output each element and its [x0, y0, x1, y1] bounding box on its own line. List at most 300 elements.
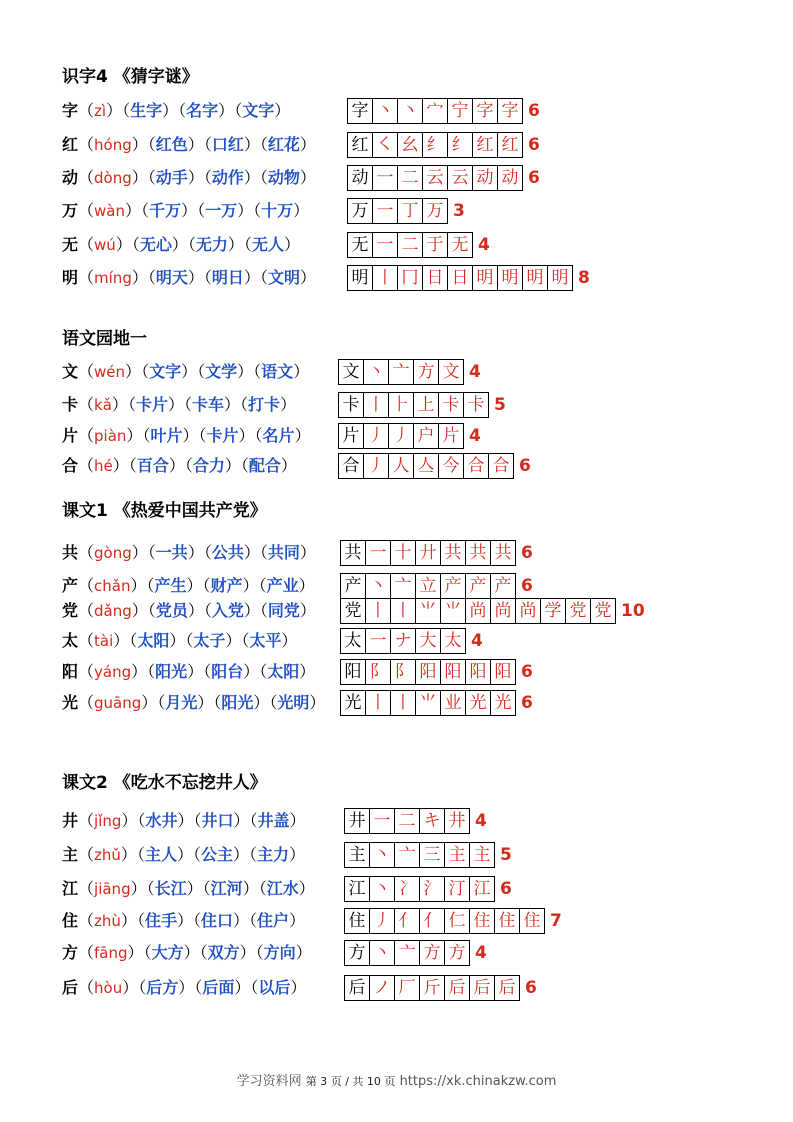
paren-close: ） [162, 101, 179, 120]
paren-close: ） [237, 362, 254, 381]
target-character: 阳 [62, 662, 79, 681]
word-example: 无心 [139, 235, 172, 254]
stroke-cell-step [465, 573, 491, 599]
paren-open: （ [184, 456, 193, 475]
pinyin: míng [94, 269, 132, 287]
target-character: 字 [62, 101, 79, 120]
stroke-glyph: 产 [344, 576, 362, 596]
word-example: 千万 [149, 201, 182, 220]
paren-close: ） [113, 631, 130, 650]
target-character: 产 [62, 576, 79, 595]
stroke-glyph: 住 [498, 911, 516, 931]
character-label [62, 232, 300, 258]
paren-open: （ [78, 662, 95, 681]
word-example: 阳台 [211, 662, 244, 681]
stroke-cell-step [390, 628, 416, 654]
character-row [0, 265, 793, 291]
paren-close: ） [181, 362, 198, 381]
stroke-cell-step [522, 265, 548, 291]
word-example: 卡车 [192, 395, 225, 414]
word-example: 明天 [155, 268, 188, 287]
stroke-count: 7 [550, 911, 562, 931]
word-example: 井口 [201, 811, 234, 830]
character-label [62, 423, 311, 449]
stroke-glyph: 于 [426, 235, 444, 255]
paren-close: ） [224, 395, 241, 414]
paren-open: （ [78, 576, 95, 595]
stroke-order-strip [338, 453, 531, 479]
word-example: 后面 [202, 978, 235, 997]
stroke-cell-step [369, 842, 395, 868]
stroke-cell-step [469, 876, 495, 902]
stroke-glyph: 上 [417, 395, 435, 415]
stroke-cell-step [438, 423, 464, 449]
paren-open: （ [249, 811, 258, 830]
paren-open: （ [128, 456, 137, 475]
stroke-cell-step [440, 628, 466, 654]
stroke-cell-step [372, 265, 398, 291]
stroke-glyph: 云 [426, 168, 444, 188]
stroke-cell-step [363, 453, 389, 479]
stroke-cell-step [465, 540, 491, 566]
target-character: 党 [62, 601, 79, 620]
stroke-cell-step [369, 808, 395, 834]
stroke-cell-step [444, 842, 470, 868]
word-example: 产生 [154, 576, 187, 595]
paren-open: （ [203, 543, 212, 562]
pinyin: jǐng [94, 812, 122, 830]
stroke-order-strip [347, 165, 540, 191]
stroke-cell-step [363, 359, 389, 385]
paren-open: （ [259, 268, 268, 287]
paren-close: ） [186, 576, 203, 595]
paren-open: （ [203, 135, 212, 154]
stroke-glyph: 二 [401, 235, 419, 255]
word-example: 太阳 [267, 662, 300, 681]
target-character: 江 [62, 879, 79, 898]
pinyin: fāng [94, 944, 128, 962]
target-character: 方 [62, 943, 79, 962]
stroke-order-strip [338, 359, 481, 385]
stroke-cell-step [497, 265, 523, 291]
stroke-cell-step [497, 165, 523, 191]
paren-open: （ [131, 235, 140, 254]
stroke-glyph: 丨 [369, 693, 387, 713]
stroke-cell-full [338, 453, 364, 479]
stroke-cell-step [419, 975, 445, 1001]
stroke-cell-full [347, 98, 373, 124]
paren-close: ） [167, 395, 184, 414]
target-character: 光 [62, 693, 79, 712]
stroke-glyph: 产 [469, 576, 487, 596]
stroke-cell-full [344, 908, 370, 934]
stroke-glyph: 阝 [394, 662, 412, 682]
target-character: 主 [62, 845, 79, 864]
stroke-glyph: 尚 [469, 601, 487, 621]
stroke-cell-step [397, 198, 423, 224]
stroke-count: 6 [519, 456, 531, 476]
stroke-cell-step [447, 265, 473, 291]
stroke-glyph: 卡 [467, 395, 485, 415]
stroke-cell-step [372, 232, 398, 258]
stroke-glyph: 光 [494, 693, 512, 713]
stroke-glyph: 亻 [423, 911, 441, 931]
paren-close: ） [225, 631, 242, 650]
paren-close: ） [187, 662, 204, 681]
stroke-cell-step [388, 359, 414, 385]
paren-open: （ [249, 911, 258, 930]
stroke-cell-step [372, 132, 398, 158]
stroke-count: 8 [578, 268, 590, 288]
word-example: 住户 [257, 911, 290, 930]
stroke-glyph: 后 [498, 978, 516, 998]
stroke-cell-step [369, 908, 395, 934]
paren-close: ） [289, 845, 306, 864]
stroke-glyph: 共 [494, 543, 512, 563]
stroke-cell-full [344, 808, 370, 834]
target-character: 红 [62, 135, 79, 154]
paren-open: （ [136, 911, 145, 930]
stroke-cell-full [338, 423, 364, 449]
stroke-cell-step [365, 573, 391, 599]
stroke-glyph: 丨 [394, 693, 412, 713]
stroke-glyph: 明 [551, 268, 569, 288]
stroke-glyph: 二 [401, 168, 419, 188]
stroke-glyph: 党 [344, 601, 362, 621]
paren-close: ） [243, 662, 260, 681]
stroke-glyph: 阳 [344, 662, 362, 682]
stroke-glyph: 亠 [398, 943, 416, 963]
stroke-cell-step [440, 540, 466, 566]
stroke-cell-step [415, 628, 441, 654]
stroke-order-strip [340, 659, 533, 685]
paren-open: （ [157, 693, 166, 712]
character-row [0, 453, 793, 479]
word-example: 卡片 [135, 395, 168, 414]
stroke-glyph: 阳 [444, 662, 462, 682]
word-example: 动手 [155, 168, 188, 187]
stroke-glyph: ⺌ [419, 693, 437, 713]
word-example: 文明 [267, 268, 300, 287]
stroke-cell-step [490, 659, 516, 685]
paren-close: ） [112, 456, 129, 475]
stroke-glyph: 丿 [373, 911, 391, 931]
stroke-cell-step [397, 265, 423, 291]
stroke-glyph: 丿 [367, 456, 385, 476]
paren-close: ） [293, 201, 310, 220]
paren-open: （ [141, 201, 150, 220]
stroke-order-strip [340, 690, 533, 716]
stroke-glyph: 人 [392, 456, 410, 476]
stroke-cell-step [397, 98, 423, 124]
word-example: 十万 [261, 201, 294, 220]
stroke-glyph: 太 [444, 631, 462, 651]
stroke-glyph: キ [423, 811, 441, 831]
stroke-cell-step [390, 540, 416, 566]
paren-open: （ [78, 543, 95, 562]
stroke-glyph: ノ [373, 978, 391, 998]
word-example: 公主 [201, 845, 234, 864]
character-label [62, 453, 297, 479]
paren-close: ） [227, 235, 244, 254]
stroke-glyph: 住 [473, 911, 491, 931]
stroke-glyph: 学 [544, 601, 562, 621]
stroke-cell-step [365, 598, 391, 624]
stroke-cell-step [413, 423, 439, 449]
character-label [62, 573, 315, 599]
word-example: 以后 [258, 978, 291, 997]
stroke-cell-step [490, 540, 516, 566]
word-example: 党员 [155, 601, 188, 620]
target-character: 共 [62, 543, 79, 562]
paren-open: （ [199, 943, 208, 962]
stroke-cell-step [390, 598, 416, 624]
word-example: 叶片 [150, 426, 183, 445]
stroke-cell-step [372, 98, 398, 124]
paren-close: ） [197, 693, 214, 712]
stroke-glyph: ⺊ [392, 395, 410, 415]
paren-close: ） [131, 268, 148, 287]
stroke-glyph: 一 [376, 201, 394, 221]
word-example: 太平 [249, 631, 282, 650]
paren-open: （ [250, 978, 259, 997]
stroke-cell-step [447, 232, 473, 258]
stroke-glyph: 主 [348, 845, 366, 865]
stroke-glyph: 后 [448, 978, 466, 998]
stroke-cell-step [390, 690, 416, 716]
pinyin: wàn [94, 202, 125, 220]
paren-open: （ [141, 362, 150, 381]
footer-page: 第 3 页 / 共 10 页 [305, 1075, 396, 1088]
target-character: 片 [62, 426, 79, 445]
target-character: 万 [62, 201, 79, 220]
stroke-glyph: 无 [351, 235, 369, 255]
paren-open: （ [78, 601, 95, 620]
paren-close: ） [309, 693, 326, 712]
stroke-cell-step [413, 359, 439, 385]
word-example: 大方 [151, 943, 184, 962]
paren-open: （ [78, 911, 95, 930]
paren-open: （ [78, 168, 95, 187]
paren-close: ） [298, 576, 315, 595]
stroke-count: 6 [521, 693, 533, 713]
stroke-cell-step [497, 132, 523, 158]
pinyin: wén [94, 363, 126, 381]
paren-open: （ [198, 426, 207, 445]
stroke-cell-step [390, 659, 416, 685]
paren-open: （ [127, 395, 136, 414]
stroke-glyph: 光 [344, 693, 362, 713]
paren-open: （ [147, 601, 156, 620]
stroke-glyph: 江 [348, 879, 366, 899]
paren-open: （ [78, 811, 95, 830]
word-example: 井盖 [257, 811, 290, 830]
stroke-cell-step [390, 573, 416, 599]
paren-close: ） [280, 395, 297, 414]
paren-close: ） [186, 879, 203, 898]
stroke-glyph: 主 [473, 845, 491, 865]
paren-open: （ [78, 426, 95, 445]
paren-close: ） [283, 235, 300, 254]
character-row [0, 540, 793, 566]
word-example: 产业 [266, 576, 299, 595]
stroke-glyph: 光 [469, 693, 487, 713]
word-example: 同党 [267, 601, 300, 620]
character-label [62, 165, 316, 191]
stroke-cell-step [388, 423, 414, 449]
stroke-glyph: 井 [348, 811, 366, 831]
paren-close: ） [182, 426, 199, 445]
paren-open: （ [259, 543, 268, 562]
stroke-cell-step [438, 392, 464, 418]
paren-open: （ [240, 456, 249, 475]
stroke-cell-step [394, 908, 420, 934]
paren-close: ） [243, 268, 260, 287]
pinyin: yáng [94, 663, 132, 681]
pinyin: zì [94, 102, 107, 120]
paren-close: ） [281, 631, 298, 650]
stroke-cell-step [440, 659, 466, 685]
stroke-cell-step [469, 842, 495, 868]
character-row [0, 876, 793, 902]
word-example: 财产 [210, 576, 243, 595]
target-character: 动 [62, 168, 79, 187]
paren-open: （ [78, 879, 95, 898]
stroke-cell-step [444, 876, 470, 902]
pinyin: jiāng [94, 880, 131, 898]
stroke-cell-step [394, 876, 420, 902]
stroke-cell-step [394, 808, 420, 834]
stroke-glyph: 日 [451, 268, 469, 288]
paren-open: （ [259, 601, 268, 620]
character-label [62, 908, 305, 934]
stroke-glyph: 卡 [342, 395, 360, 415]
paren-close: ） [131, 543, 148, 562]
paren-close: ） [121, 811, 138, 830]
stroke-glyph: 万 [426, 201, 444, 221]
paren-close: ） [299, 662, 316, 681]
stroke-glyph: 字 [351, 101, 369, 121]
stroke-glyph: 汀 [448, 879, 466, 899]
stroke-count: 6 [528, 135, 540, 155]
stroke-order-strip [347, 98, 540, 124]
character-row [0, 908, 793, 934]
paren-close: ） [299, 268, 316, 287]
word-example: 动作 [211, 168, 244, 187]
character-label [62, 975, 306, 1001]
stroke-count: 6 [500, 879, 512, 899]
stroke-cell-step [440, 690, 466, 716]
stroke-glyph: 片 [442, 426, 460, 446]
target-character: 无 [62, 235, 79, 254]
stroke-glyph: 冫 [398, 879, 416, 899]
paren-open: （ [122, 101, 131, 120]
stroke-glyph: 动 [501, 168, 519, 188]
word-example: 打卡 [248, 395, 281, 414]
stroke-cell-full [340, 659, 366, 685]
paren-close: ） [299, 135, 316, 154]
paren-open: （ [241, 631, 250, 650]
paren-close: ） [299, 601, 316, 620]
character-row [0, 423, 793, 449]
stroke-count: 4 [475, 811, 487, 831]
stroke-glyph: 明 [476, 268, 494, 288]
paren-close: ） [233, 845, 250, 864]
stroke-cell-step [419, 940, 445, 966]
stroke-cell-step [490, 573, 516, 599]
character-label [62, 198, 309, 224]
paren-close: ） [127, 943, 144, 962]
stroke-cell-step [440, 598, 466, 624]
pinyin: zhǔ [94, 846, 121, 864]
word-example: 入党 [211, 601, 244, 620]
paren-close: ） [233, 811, 250, 830]
paren-open: （ [137, 811, 146, 830]
paren-close: ） [187, 543, 204, 562]
character-row [0, 659, 793, 685]
stroke-cell-step [540, 598, 566, 624]
paren-open: （ [197, 362, 206, 381]
stroke-glyph: 尚 [494, 601, 512, 621]
stroke-glyph: 红 [476, 135, 494, 155]
paren-open: （ [269, 693, 278, 712]
stroke-cell-step [469, 975, 495, 1001]
stroke-glyph: 合 [467, 456, 485, 476]
target-character: 合 [62, 456, 79, 475]
paren-open: （ [147, 168, 156, 187]
paren-open: （ [147, 268, 156, 287]
paren-close: ） [131, 662, 148, 681]
paren-open: （ [192, 911, 201, 930]
stroke-cell-step [472, 132, 498, 158]
stroke-glyph: 丶 [367, 362, 385, 382]
paren-close: ） [293, 362, 310, 381]
paren-open: （ [143, 943, 152, 962]
paren-open: （ [78, 456, 95, 475]
paren-close: ） [131, 601, 148, 620]
stroke-glyph: 方 [417, 362, 435, 382]
paren-open: （ [147, 543, 156, 562]
paren-open: （ [78, 268, 95, 287]
paren-close: ） [125, 201, 142, 220]
paren-open: （ [78, 693, 95, 712]
stroke-cell-step [415, 540, 441, 566]
paren-close: ） [176, 845, 193, 864]
stroke-glyph: 江 [473, 879, 491, 899]
stroke-cell-step [422, 265, 448, 291]
paren-close: ） [131, 135, 148, 154]
word-example: 江河 [210, 879, 243, 898]
stroke-cell-step [469, 908, 495, 934]
paren-close: ） [238, 426, 255, 445]
paren-close: ） [171, 235, 188, 254]
character-row [0, 165, 793, 191]
paren-close: ） [130, 879, 147, 898]
stroke-glyph: 阳 [469, 662, 487, 682]
stroke-glyph: 合 [492, 456, 510, 476]
paren-close: ） [120, 911, 137, 930]
stroke-glyph: 丨 [394, 601, 412, 621]
stroke-cell-step [388, 453, 414, 479]
paren-close: ） [115, 235, 132, 254]
stroke-cell-step [413, 392, 439, 418]
paren-open: （ [78, 235, 95, 254]
stroke-cell-step [444, 908, 470, 934]
paren-open: （ [259, 168, 268, 187]
stroke-count: 4 [471, 631, 483, 651]
pinyin: hóng [94, 136, 132, 154]
stroke-glyph: 住 [348, 911, 366, 931]
